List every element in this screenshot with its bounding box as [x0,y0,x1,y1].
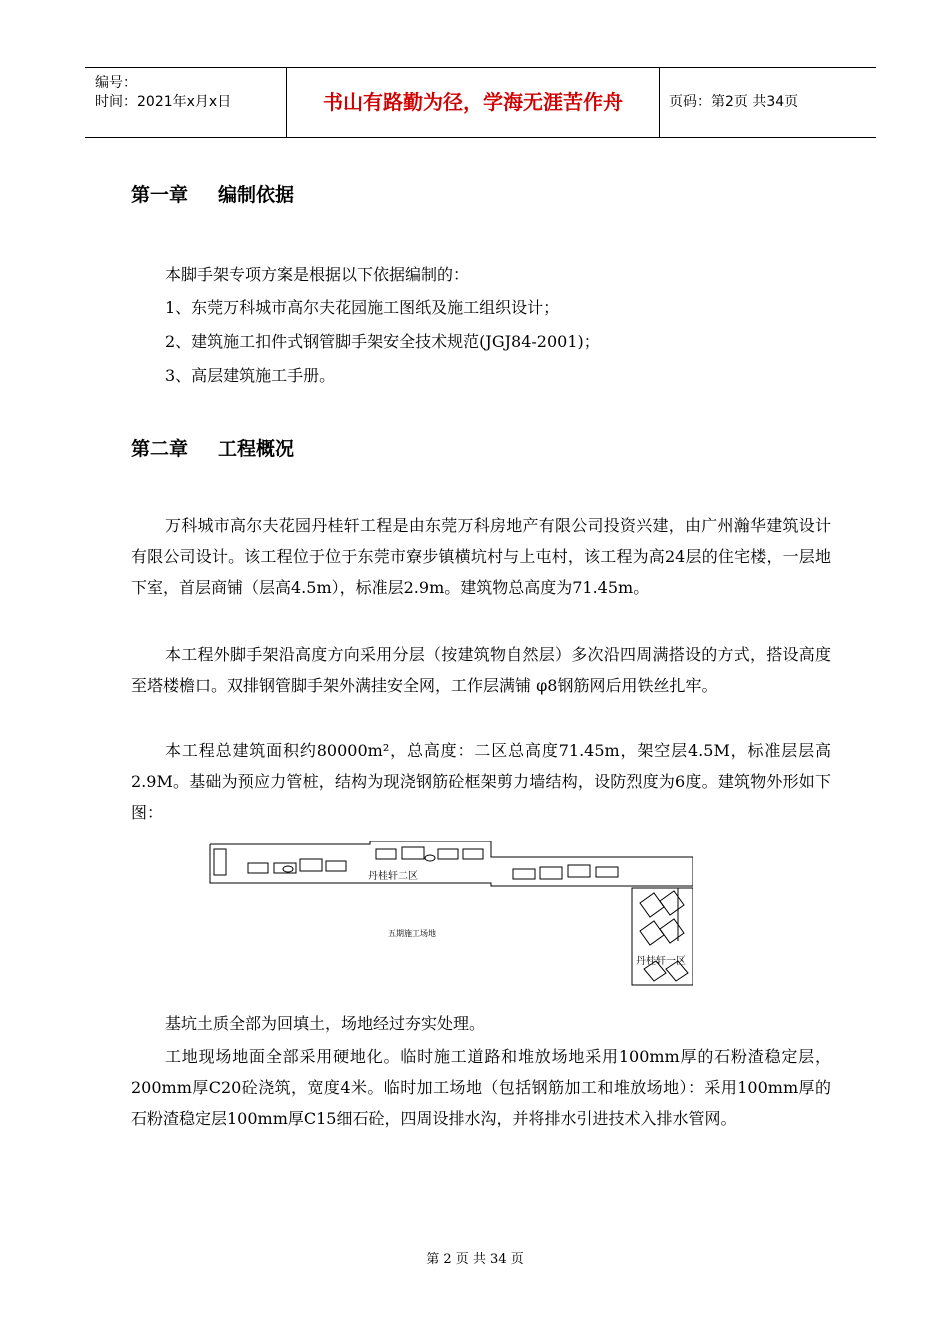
overview-paragraph-2: 本工程外脚手架沿高度方向采用分层（按建筑物自然层）多次沿四周满搭设的方式，搭设高度至塔楼檐口。双排钢管脚手架外满挂安全网，工作层满铺 φ8钢筋网后用铁丝扎牢。 [131,645,831,695]
zone-2-label: 丹桂轩二区 [368,871,418,882]
footer-page-number: 第 2 页 共 34 页 [426,1252,524,1267]
overview-paragraph-3: 本工程总建筑面积约80000m²，总高度：二区总高度71.45m，架空层4.5M，标准层层高2.9M。基础为预应力管桩，结构为现浇钢筋砼框架剪力墙结构，设防烈度为6度。建筑物外形如下图： [131,741,831,822]
unit-cluster-2 [376,847,483,861]
page-footer [0,1248,950,1267]
chapter-2-number: 第二章 [131,438,189,460]
overview-paragraph-4: 基坑土质全部为回填土，场地经过夯实处理。 [165,1014,486,1033]
number-label: 编号： [95,75,137,91]
header-page-label: 页码：第2页 共34页 [669,94,799,110]
motto: 书山有路勤为径，学海无涯苦作舟 [287,68,660,137]
basis-item-1: 1、东莞万科城市高尔夫花园施工图纸及施工组织设计； [165,298,560,317]
chapter-1-number: 第一章 [131,184,189,206]
building-layout-figure [208,841,693,987]
chapter-1-intro: 本脚手架专项方案是根据以下依据编制的： [165,265,470,284]
page-header [85,67,876,138]
site-label: 五期施工场地 [388,929,436,938]
chapter-1-title: 编制依据 [218,184,295,206]
stair-box [214,849,226,875]
overview-paragraph-5: 工地现场地面全部采用硬地化。临时施工道路和堆放场地采用100mm厚的石粉渣稳定层，200mm厚C20砼浇筑，宽度4米。临时加工场地（包括钢筋加工和堆放场地）：采用100mm厚的石粉渣稳定层100mm厚C15细石砼，四周设排水沟，并将排水引进技术入排水管网。 [131,1047,831,1128]
time-label: 时间：2021年x月x日 [95,94,232,110]
unit-cluster-1 [248,859,346,873]
chapter-1-heading [131,180,294,207]
zone-1-label: 丹桂轩一区 [636,956,686,967]
zone-1-units [640,888,688,981]
header-meta-cell [85,68,287,137]
chapter-2-title: 工程概况 [218,438,295,460]
basis-item-2: 2、建筑施工扣件式钢管脚手架安全技术规范(JGJ84-2001)； [165,332,600,351]
unit-cluster-3 [513,865,618,879]
chapter-2-heading [131,434,294,461]
basis-item-3: 3、高层建筑施工手册。 [165,366,336,385]
overview-paragraph-1: 万科城市高尔夫花园丹桂轩工程是由东莞万科房地产有限公司投资兴建，由广州瀚华建筑设计有限公司设计。该工程位于位于东莞市寮步镇横坑村与上屯村，该工程为高24层的住宅楼，一层地下室，首层商铺（层高4.5m），标准层2.9m。建筑物总高度为71.45m。 [131,516,831,597]
